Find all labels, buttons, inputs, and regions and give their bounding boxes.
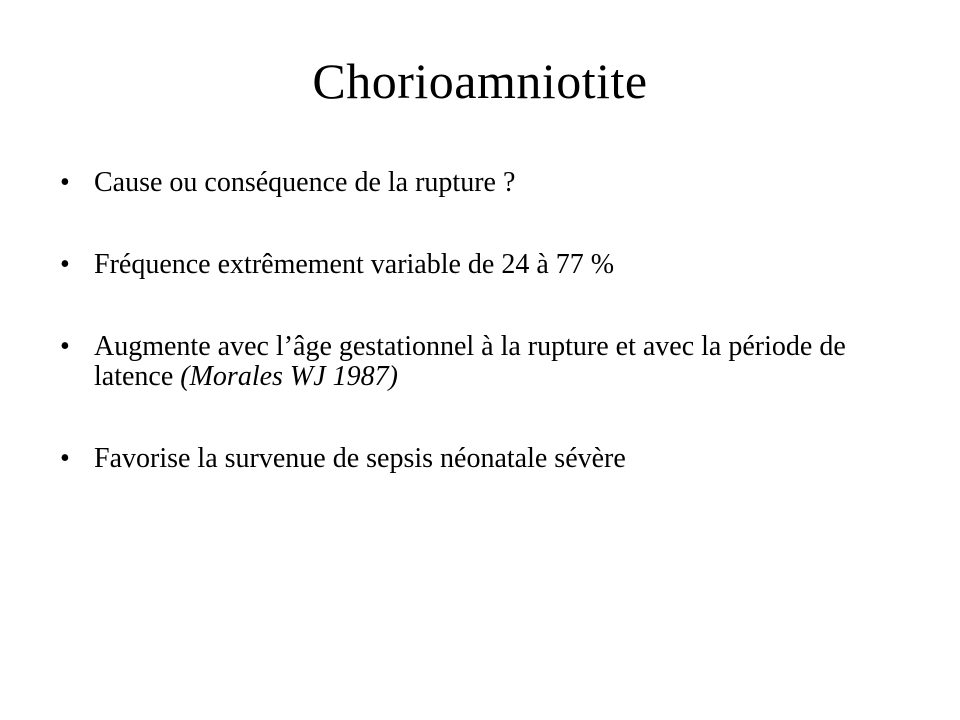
bullet-icon: • xyxy=(60,249,70,280)
citation: (Morales WJ 1987) xyxy=(180,361,399,392)
bullet-item xyxy=(60,168,920,198)
bullet-text: Cause ou conséquence de la rupture ? xyxy=(94,167,516,198)
bullet-icon: • xyxy=(60,331,70,362)
bullet-list xyxy=(60,168,920,526)
bullet-text-with-citation xyxy=(94,331,846,392)
bullet-icon: • xyxy=(60,167,70,198)
bullet-item xyxy=(60,332,920,392)
bullet-item xyxy=(60,250,920,280)
bullet-text: Fréquence extrêmement variable de 24 à 77 % xyxy=(94,249,615,280)
slide-title: Chorioamniotite xyxy=(312,53,648,109)
bullet-item xyxy=(60,444,920,474)
bullet-text: Favorise la survenue de sepsis néonatale sévère xyxy=(94,443,626,474)
bullet-text: Augmente avec l’âge gestationnel à la rupture et avec la période de latence xyxy=(94,331,846,392)
bullet-icon: • xyxy=(60,443,70,474)
